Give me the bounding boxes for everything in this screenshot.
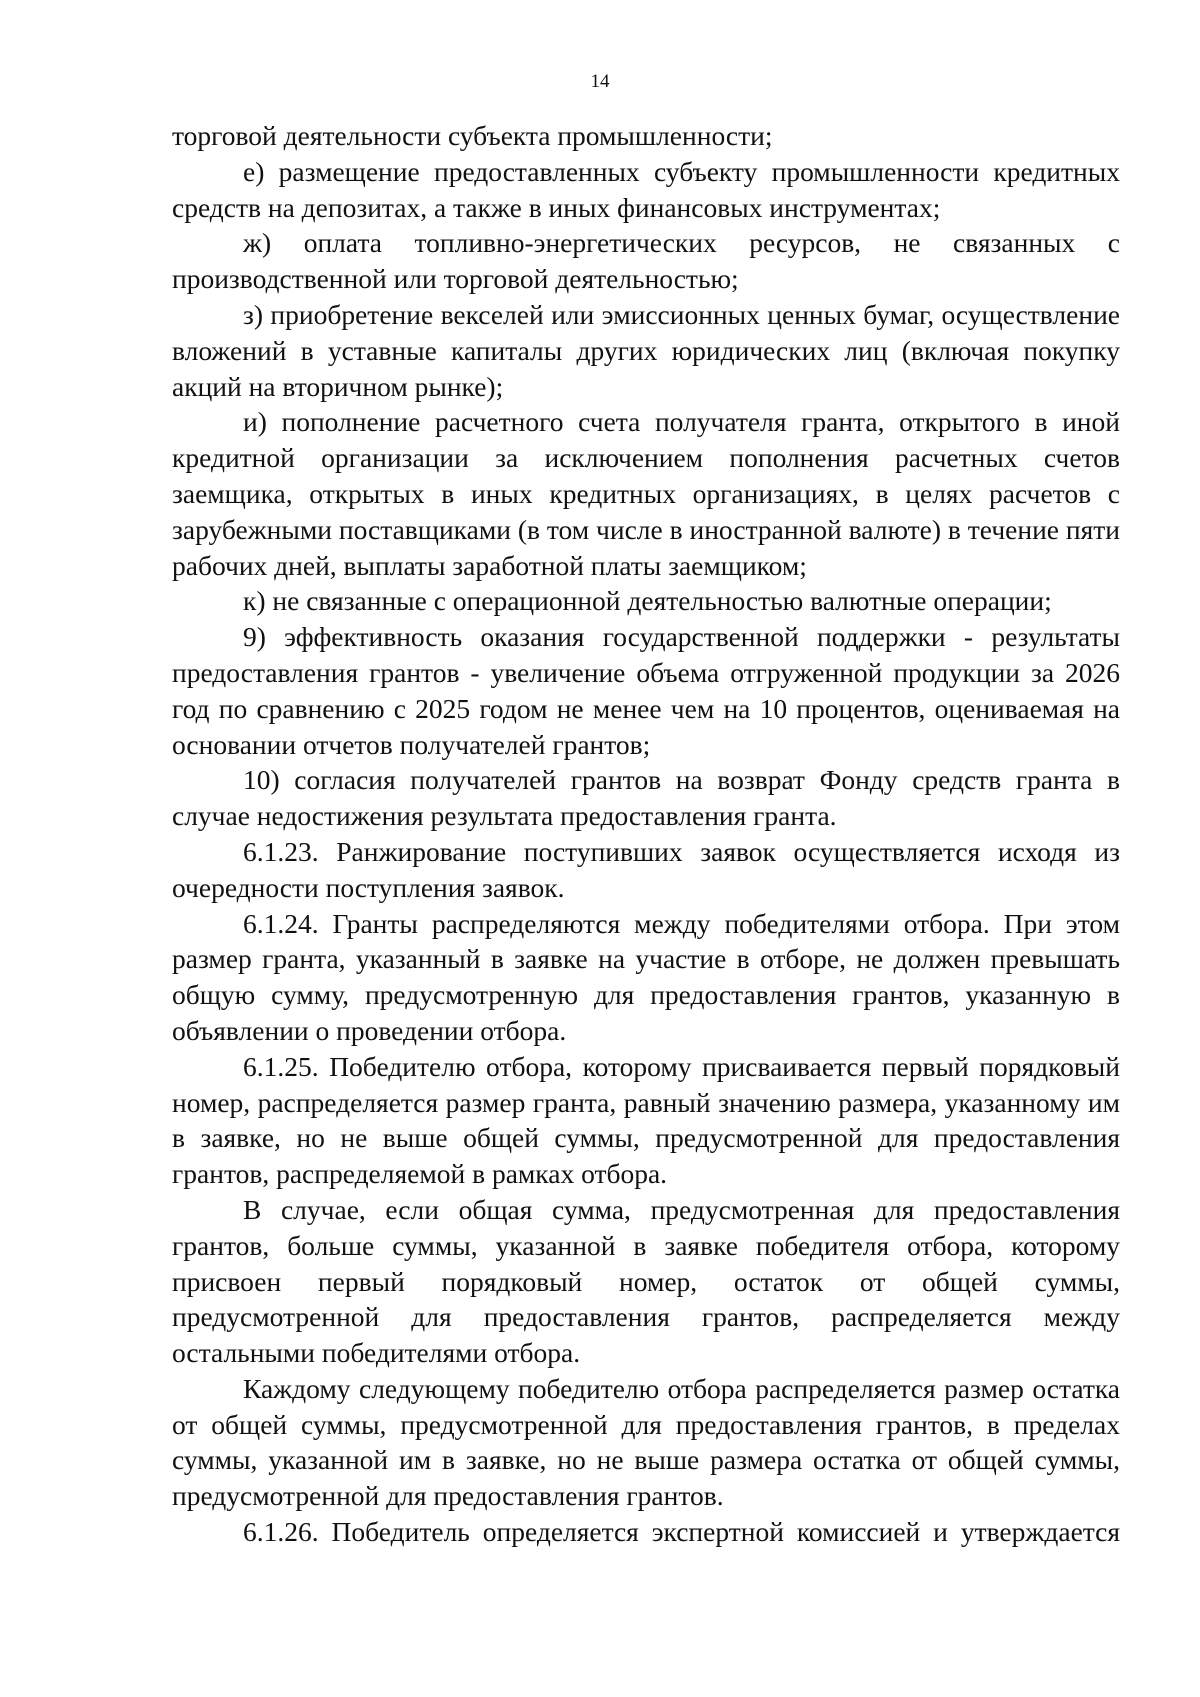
- paragraph-item-i: и) пополнение расчетного счета получателя гранта, открытого в иной кредитной организации за исключением пополнения расчетных счетов заемщика, открытых в иных кредитных организациях, в целях расчетов с зарубежными поставщиками (в том числе в иностранной валюте) в течение пяти рабочих дней, выплаты заработной платы заемщиком;: [172, 406, 1120, 581]
- document-body: [172, 118, 1120, 1550]
- paragraph-item-zh: ж) оплата топливно-энергетических ресурсов, не связанных с производственной или торговой деятельностью;: [172, 227, 1120, 295]
- paragraph-6-1-26: 6.1.26. Победитель определяется экспертной комиссией и утверждается: [243, 1516, 1120, 1548]
- paragraph-item-9: 9) эффективность оказания государственной поддержки - результаты предоставления грантов - увеличение объема отгруженной продукции за 2026 год по сравнению с 2025 годом не менее чем на 10 процентов, оцениваемая на основании отчетов получателей грантов;: [172, 621, 1120, 760]
- paragraph-item-k: к) не связанные с операционной деятельностью валютные операции;: [243, 585, 1052, 617]
- paragraph-item-z: з) приобретение векселей или эмиссионных ценных бумаг, осуществление вложений в уставные капиталы других юридических лиц (включая покупку акций на вторичном рынке);: [172, 298, 1120, 402]
- paragraph-6-1-25: 6.1.25. Победителю отбора, которому присваивается первый порядковый номер, распределяется размер гранта, равный значению размера, указанному им в заявке, но не выше общей суммы, предусмотренной для предоставления грантов, распределяемой в рамках отбора.: [172, 1050, 1120, 1190]
- paragraph-item-e: е) размещение предоставленных субъекту промышленности кредитных средств на депозитах, а также в иных финансовых инструментах;: [172, 155, 1120, 223]
- paragraph-continuation: торговой деятельности субъекта промышленности;: [172, 120, 773, 151]
- paragraph-6-1-24: 6.1.24. Гранты распределяются между победителями отбора. При этом размер гранта, указанный в заявке на участие в отборе, не должен превышать общую сумму, предусмотренную для предоставления грантов, указанную в объявлении о проведении отбора.: [172, 907, 1120, 1046]
- paragraph-remainder-distribution: В случае, если общая сумма, предусмотренная для предоставления грантов, больше суммы, указанной в заявке победителя отбора, которому присвоен первый порядковый номер, остаток от общей суммы, предусмотренной для предоставления грантов, распределяется между остальными победителями отбора.: [172, 1193, 1120, 1369]
- page-number: 14: [590, 71, 610, 92]
- paragraph-next-winner: Каждому следующему победителю отбора распределяется размер остатка от общей суммы, предусмотренной для предоставления грантов, в пределах суммы, указанной им в заявке, но не выше размера остатка от общей суммы, предусмотренной для предоставления грантов.: [172, 1372, 1120, 1512]
- paragraph-6-1-23: 6.1.23. Ранжирование поступивших заявок осуществляется исходя из очередности поступления заявок.: [172, 835, 1120, 903]
- paragraph-item-10: 10) согласия получателей грантов на возврат Фонду средств гранта в случае недостижения результата предоставления гранта.: [172, 764, 1120, 832]
